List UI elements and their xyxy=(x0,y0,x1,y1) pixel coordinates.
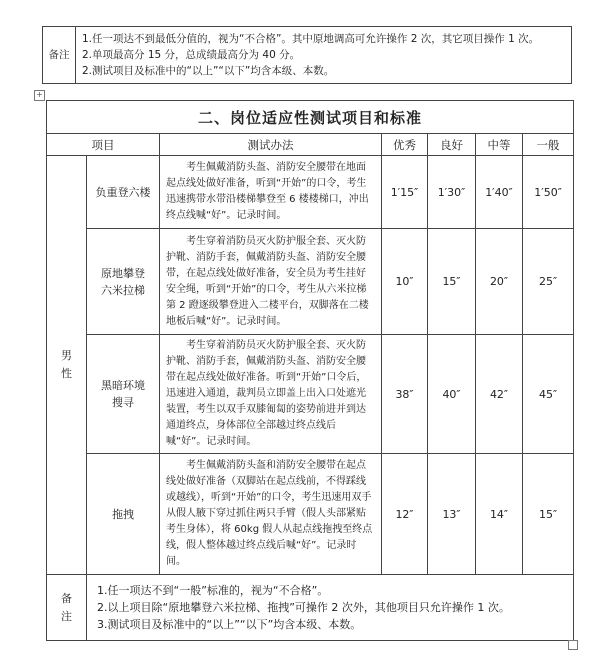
gender-label: 男性 xyxy=(61,349,72,380)
top-remarks-label xyxy=(43,27,76,84)
header-average: 一般 xyxy=(523,134,574,156)
project-name-text: 原地攀登六米拉梯 xyxy=(101,266,145,297)
remark-line-1: 1.任一项达不到“一般”标准的，视为“不合格”。 xyxy=(97,584,329,597)
table-title: 二、岗位适应性测试项目和标准 xyxy=(47,101,574,134)
remarks-label xyxy=(47,575,87,641)
score-good: 40″ xyxy=(428,335,476,454)
score-good: 1′30″ xyxy=(428,156,476,229)
project-name: 拖拽 xyxy=(87,454,160,575)
header-project: 项目 xyxy=(47,134,160,156)
header-method: 测试办法 xyxy=(160,134,382,156)
score-average: 1′50″ xyxy=(523,156,574,229)
score-medium: 42″ xyxy=(476,335,523,454)
gender-cell xyxy=(47,156,87,575)
score-average: 45″ xyxy=(523,335,574,454)
project-name-text: 黑暗环境搜寻 xyxy=(101,379,145,409)
test-standards-table xyxy=(46,100,574,641)
score-medium: 14″ xyxy=(476,454,523,575)
score-excellent: 10″ xyxy=(382,229,428,335)
table-row xyxy=(47,335,574,454)
top-remarks-notes xyxy=(76,27,572,84)
score-excellent: 38″ xyxy=(382,335,428,454)
score-medium: 20″ xyxy=(476,229,523,335)
top-remark-line-1: 1.任一项达不到最低分值的，视为“不合格”。其中原地调高可允许操作 2 次，其它项目操作 1 次。 xyxy=(82,33,540,45)
score-good: 15″ xyxy=(428,229,476,335)
top-remark-line-3: 2.测试项目及标准中的“以上”“以下”均含本级、本数。 xyxy=(82,65,335,77)
remarks-row xyxy=(47,575,574,641)
remark-line-2: 2.以上项目除“原地攀登六米拉梯、拖拽”可操作 2 次外，其他项目只允许操作 1 次。 xyxy=(97,601,510,614)
score-good: 13″ xyxy=(428,454,476,575)
header-medium: 中等 xyxy=(476,134,523,156)
score-excellent: 1′15″ xyxy=(382,156,428,229)
method-text: 考生穿着消防员灭火防护服全套、灭火防护靴、消防手套，佩戴消防头盔、消防安全腰带在起点线处做好准备。听到“开始”口令后，迅速进入通道，裁判员立即盖上出入口处遮光装置，考生以双手双膝匍匐的姿势前进并到达通道终点，身体部位全部越过终点线后喊“好”。记录时间。 xyxy=(160,335,382,454)
score-medium: 1′40″ xyxy=(476,156,523,229)
top-remarks-table xyxy=(42,26,572,84)
table-move-handle-icon[interactable]: + xyxy=(34,90,45,101)
remark-line-3: 3.测试项目及标准中的“以上”“以下”均含本级、本数。 xyxy=(97,618,362,631)
method-text: 考生佩戴消防头盔、消防安全腰带在地面起点线处做好准备，听到“开始”的口令，考生迅速携带水带沿楼梯攀登至 6 楼楼梯口，冲出终点线喊“好”。记录时间。 xyxy=(160,156,382,229)
project-name xyxy=(87,229,160,335)
method-text: 考生佩戴消防头盔和消防安全腰带在起点线处做好准备（双脚站在起点线前，不得踩线或越线），听到“开始”的口令，考生迅速用双手从假人腋下穿过抓住两只手臂（假人头部紧贴考生身体），将 60kg 假人从起点线拖拽至终点线，假人整体越过终点线后喊“好”。记录时间。 xyxy=(160,454,382,575)
table-resize-handle-icon[interactable] xyxy=(568,640,578,650)
method-text: 考生穿着消防员灭火防护服全套、灭火防护靴、消防手套，佩戴消防头盔、消防安全腰带，在起点线处做好准备，安全员为考生挂好安全绳，听到“开始”的口令，考生从六米拉梯第 2 蹬逐级攀登进入二楼平台，双脚落在二楼地板后喊“好”。记录时间。 xyxy=(160,229,382,335)
project-name xyxy=(87,335,160,454)
remarks-notes xyxy=(87,575,574,641)
top-remark-line-2: 2.单项最高分 15 分，总成绩最高分为 40 分。 xyxy=(82,49,301,61)
project-name: 负重登六楼 xyxy=(87,156,160,229)
score-average: 15″ xyxy=(523,454,574,575)
score-excellent: 12″ xyxy=(382,454,428,575)
table-row xyxy=(47,229,574,335)
header-good: 良好 xyxy=(428,134,476,156)
header-excellent: 优秀 xyxy=(382,134,428,156)
table-row xyxy=(47,454,574,575)
score-average: 25″ xyxy=(523,229,574,335)
remarks-label-text: 备注 xyxy=(61,591,72,623)
top-remarks-label-text: 备注 xyxy=(48,49,70,61)
table-row xyxy=(47,156,574,229)
